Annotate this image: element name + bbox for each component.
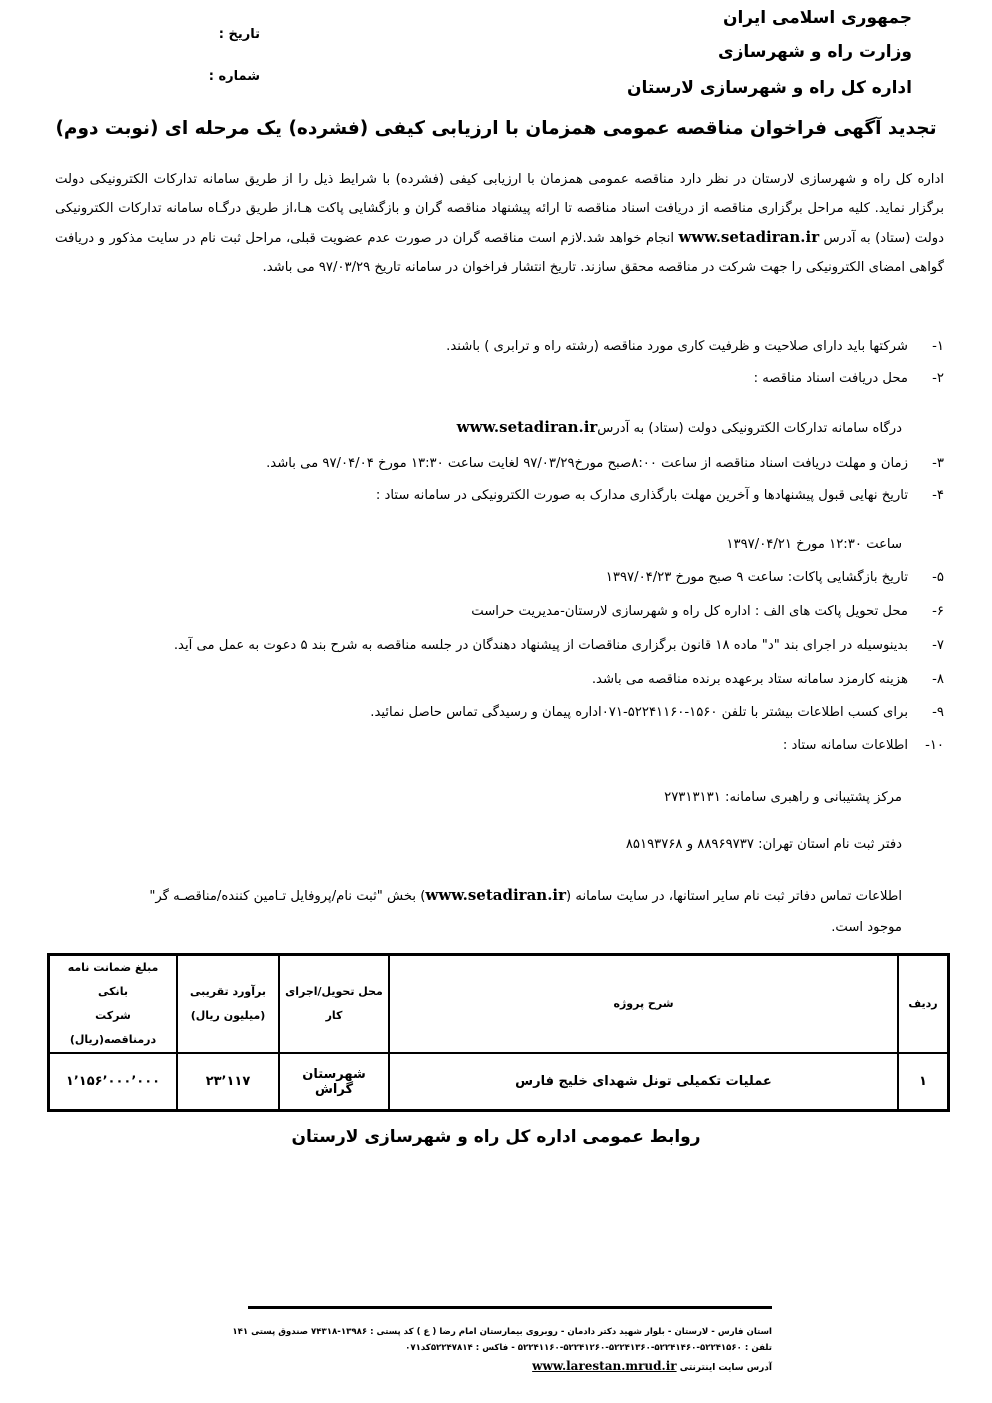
- list-item: [40, 604, 944, 619]
- item-text: اطلاعات سامانه ستاد :: [782, 738, 908, 753]
- item-number: ۱۰-: [925, 738, 944, 753]
- item-text: برای کسب اطلاعات بیشتر با تلفن ۱۵۶۰-۵۲۲۴۱۱۶۰-۰۷۱اداره پیمان و رسیدگی تماس حاصل نمائید.: [370, 705, 908, 720]
- header-location-1: محل تحویل/اجرای: [285, 985, 383, 998]
- header-estimate-1: برآورد تقریبی: [189, 985, 267, 998]
- item-text: بدینوسیله در اجرای بند "د" ماده ۱۸ قانون برگزاری مناقصات از پیشنهاد دهندگان در جلسه مناقصه به شرح بند ۵ دعوت به عمل می آید.: [173, 638, 908, 653]
- list-item: [40, 339, 944, 354]
- item-number: ۹-: [932, 705, 944, 720]
- intro-text-part2: انجام خواهد شد.لازم است مناقصه گران در صورت عدم عضویت قبلی، مراحل ثبت نام در سایت مذکور و دریافت گواهی امضای الکترونیکی را جهت شرکت در مناقصه محقق سازند. تاریخ انتشار فراخوان در سامانه تاریخ ۹۷/۰۳/۲۹ می باشد.: [55, 231, 944, 275]
- footer-site-link[interactable]: www.larestan.mrud.ir: [532, 1359, 677, 1373]
- page-title: تجدید آگهی فراخوان مناقصه عمومی همزمان با ارزیابی کیفی (فشرده) یک مرحله ای (نوبت دوم): [55, 118, 937, 139]
- footer-website: [248, 1359, 772, 1373]
- project-table: [47, 953, 950, 1112]
- item2-sub-text: درگاه سامانه تدارکات الکترونیکی دولت (ستاد) به آدرس: [597, 421, 902, 436]
- footer-phones: تلفن : ۵۲۲۴۱۵۶۰-۵۲۲۴۱۴۶۰-۵۲۲۴۱۳۶۰-۵۲۲۴۱۲۶۰-۵۲۲۴۱۱۶۰ - فاکس : ۵۲۲۴۷۸۱۴کد۰۷۱: [405, 1343, 772, 1353]
- item-text: محل دریافت اسناد مناقصه :: [753, 371, 908, 386]
- item-text: محل تحویل پاکت های الف : اداره کل راه و شهرسازی لارستان-مدیریت حراست: [471, 604, 908, 619]
- header-line-directorate: اداره کل راه و شهرسازی لارستان: [626, 78, 912, 98]
- list-item: [40, 705, 944, 720]
- table-header-row: [49, 955, 949, 1054]
- footer-divider: [248, 1306, 772, 1309]
- list-item: [40, 738, 944, 753]
- cell-description: عملیات تکمیلی تونل شهدای خلیج فارس: [389, 1053, 898, 1111]
- header-guarantee: [49, 955, 178, 1054]
- item-text: تاریخ بازگشایی پاکات: ساعت ۹ صبح مورخ ۱۳۹۷/۰۴/۲۳: [605, 570, 908, 585]
- table-row: [49, 1053, 949, 1111]
- header-estimate-2: (میلیون ریال): [190, 1009, 266, 1022]
- list-item: [40, 570, 944, 585]
- date-label: تاریخ :: [218, 27, 260, 42]
- list-item: [40, 456, 944, 471]
- item-text: هزینه کارمزد سامانه ستاد برعهده برنده مناقصه می باشد.: [591, 672, 908, 687]
- item2-url-link[interactable]: www.setadiran.ir: [456, 418, 598, 436]
- cell-row-no: ۱: [898, 1053, 949, 1111]
- header-guarantee-1: مبلغ ضمانت نامه بانکی: [67, 961, 159, 998]
- footer-address: استان فارس - لارستان - بلوار شهید دکتر دادمان - روبروی بیمارستان امام رضا ( ع ) کد پستی : ۱۳۹۸۶-۷۴۳۱۸ صندوق پستی ۱۴۱: [232, 1327, 772, 1337]
- item-number: ۱-: [932, 339, 944, 354]
- header-estimate: [177, 955, 279, 1054]
- other-provinces-text2: ) بخش "ثبت نام/پروفایل تـامین کننده/مناقصـه گر": [149, 889, 426, 904]
- public-relations-signature: روابط عمومی اداره کل راه و شهرسازی لارستان: [291, 1127, 701, 1147]
- cell-estimate: ۲۳٬۱۱۷: [177, 1053, 279, 1111]
- tehran-office-line: دفتر ثبت نام استان تهران: ۸۸۹۶۹۷۳۷ و ۸۵۱۹۳۷۶۸: [625, 837, 902, 852]
- item-number: ۳-: [932, 456, 944, 471]
- item-text: زمان و مهلت دریافت اسناد مناقصه از ساعت ۸:۰۰صبح مورخ۹۷/۰۳/۲۹ لغایت ساعت ۱۳:۳۰ مورخ ۹۷/۰۴/۰۴ می باشد.: [266, 456, 908, 471]
- item-text: شرکتها باید دارای صلاحیت و ظرفیت کاری مورد مناقصه (رشته راه و ترابری ) باشند.: [446, 339, 908, 354]
- other-provinces-text1: اطلاعات تماس دفاتر ثبت نام سایر استانها، در سایت سامانه (: [566, 889, 902, 904]
- list-item: [40, 672, 944, 687]
- item-text: تاریخ نهایی قبول پیشنهادها و آخرین مهلت بارگذاری مدارک به صورت الکترونیکی در سامانه ستاد :: [375, 488, 908, 503]
- other-provinces-line2: موجود است.: [831, 920, 902, 935]
- header-location: [279, 955, 389, 1054]
- number-label: شماره :: [208, 69, 260, 84]
- list-item: [40, 638, 944, 653]
- header-line-ministry: وزارت راه و شهرسازی: [717, 42, 912, 62]
- header-guarantee-2: شرکت درمناقصه(ریال): [69, 1009, 157, 1046]
- other-provinces-line: [40, 886, 902, 904]
- item4-sub-line: ساعت ۱۲:۳۰ مورخ ۱۳۹۷/۰۴/۲۱: [726, 537, 902, 552]
- item-number: ۷-: [932, 638, 944, 653]
- item-number: ۸-: [932, 672, 944, 687]
- cell-guarantee: ۱٬۱۵۶٬۰۰۰٬۰۰۰: [49, 1053, 178, 1111]
- item2-sub-line: [40, 418, 902, 436]
- intro-url-link[interactable]: www.setadiran.ir: [678, 228, 820, 246]
- intro-text-part1: اداره کل راه و شهرسازی لارستان در نظر دارد مناقصه عمومی همزمان با ارزیابی کیفی (فشرده) با شرایط ذیل را از طریق سامانه تدارکات الکترونیکی دولت برگزار نماید. کلیه مراحل برگزاری مناقصه از دریافت اسناد مناقصه تا ارائه پیشنهاد مناقصه گران و بازگشایی پاکت هـا،از طریق درگـاه سامانه تدارکات الکترونیکی دولت (ستاد) به آدرس: [55, 172, 944, 246]
- support-center-line: مرکز پشتیبانی و راهبری سامانه: ۲۷۳۱۳۱۳۱: [664, 790, 902, 805]
- header-row-no: ردیف: [898, 955, 949, 1054]
- other-provinces-url-link[interactable]: www.setadiran.ir: [425, 886, 567, 904]
- item-number: ۴-: [932, 488, 944, 503]
- list-item: [40, 488, 944, 503]
- item-number: ۵-: [932, 570, 944, 585]
- footer-site-label: آدرس سایت اینترنتی: [679, 1363, 772, 1373]
- list-item: [40, 371, 944, 386]
- cell-location: شهرستان گراش: [279, 1053, 389, 1111]
- item-number: ۶-: [932, 604, 944, 619]
- header-description: شرح پروژه: [389, 955, 898, 1054]
- header-line-republic: جمهوری اسلامی ایران: [722, 8, 912, 28]
- item-number: ۲-: [932, 371, 944, 386]
- intro-paragraph: [55, 165, 944, 282]
- header-location-2: کار: [325, 1009, 343, 1022]
